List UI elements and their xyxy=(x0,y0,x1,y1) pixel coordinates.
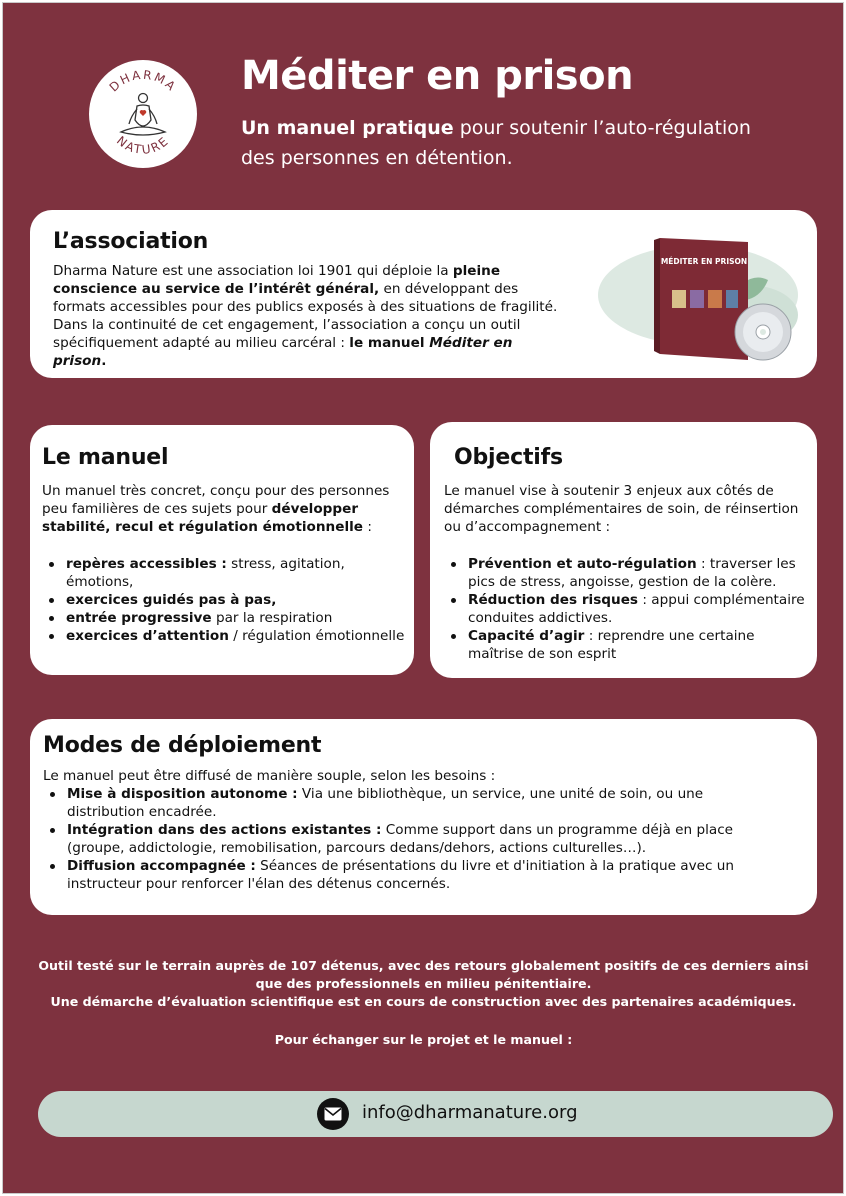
list-item: repères accessibles : stress, agitation, émotions, xyxy=(42,555,410,591)
modes-heading: Modes de déploiement xyxy=(43,733,322,758)
page-title: Méditer en prison xyxy=(241,53,634,99)
logo-bottom-text: NATURE xyxy=(113,133,173,157)
assoc-text-end: . xyxy=(101,353,107,369)
footer-contact-intro: Pour échanger sur le projet et le manuel : xyxy=(274,1032,573,1047)
svg-text:DHARMA xyxy=(107,68,180,95)
assoc-text-italic: Méditer en prison xyxy=(53,335,513,369)
objectifs-heading: Objectifs xyxy=(454,445,563,470)
objectifs-list xyxy=(444,555,812,663)
list-item: Intégration dans des actions existantes : Comme support dans un programme déjà en place (groupe, addictologie, remobilisation, parcours dedans/dehors, actions culturelles…). xyxy=(43,821,783,857)
objectifs-intro: Le manuel vise à soutenir 3 enjeux aux côtés de démarches complémentaires de soin, de réinsertion ou d’accompagnement : xyxy=(444,483,799,535)
assoc-text-bold-2: le manuel xyxy=(349,335,430,351)
logo-top-text: DHARMA xyxy=(106,67,180,95)
subtitle-bold: Un manuel pratique xyxy=(241,117,454,139)
contact-bar[interactable] xyxy=(38,1091,833,1137)
manuel-intro-3: : xyxy=(363,519,372,535)
list-item: Mise à disposition autonome : Via une bibliothèque, un service, une unité de soin, ou une distribution encadrée. xyxy=(43,785,783,821)
modes-card xyxy=(30,719,817,915)
list-item: Prévention et auto-régulation : traverser les pics de stress, angoisse, gestion de la colère. xyxy=(444,555,812,591)
list-item: exercices guidés pas à pas, xyxy=(42,591,410,609)
subtitle-rest: pour soutenir l’auto-régulation des personnes en détention. xyxy=(241,117,751,169)
heart-icon xyxy=(140,110,146,116)
svg-text:NATURE xyxy=(114,133,172,157)
objectifs-card xyxy=(430,422,817,678)
manuel-intro xyxy=(42,482,392,536)
association-card xyxy=(30,210,817,378)
list-item: Réduction des risques : appui complémentaire conduites addictives. xyxy=(444,591,812,627)
page-subtitle xyxy=(241,113,761,173)
modes-intro: Le manuel peut être diffusé de manière souple, selon les besoins : xyxy=(43,768,496,784)
assoc-text-bold-1: pleine conscience au service de l’intérêt général, xyxy=(53,263,501,297)
association-heading: L’association xyxy=(53,229,209,254)
list-item: exercices d’attention / régulation émotionnelle xyxy=(42,627,410,645)
manuel-heading: Le manuel xyxy=(42,445,169,470)
dharma-nature-logo xyxy=(89,60,197,168)
assoc-text-1: Dharma Nature est une association loi 1901 qui déploie la xyxy=(53,263,453,279)
footer-line-1: Outil testé sur le terrain auprès de 107 détenus, avec des retours globalement positifs de ces derniers ainsi que des professionnels en milieu pénitentiaire. xyxy=(38,958,809,991)
association-text xyxy=(53,262,568,370)
list-item: Capacité d’agir : reprendre une certaine maîtrise de son esprit xyxy=(444,627,812,663)
mail-icon xyxy=(317,1098,349,1130)
modes-list xyxy=(43,785,783,893)
footer-line-2: Une démarche d’évaluation scientifique est en cours de construction avec des partenaires académiques. xyxy=(50,994,797,1009)
footer-statement xyxy=(30,957,817,1011)
manuel-list xyxy=(42,555,410,645)
manuel-intro-bold: développer stabilité, recul et régulation émotionnelle xyxy=(42,501,363,535)
manuel-card xyxy=(30,425,414,675)
email-link[interactable]: info@dharmanature.org xyxy=(362,1102,578,1123)
assoc-text-2: en développant des formats accessibles pour des publics exposés à des situations de fragilité. Dans la continuité de cet engagement, l’association a conçu un outil spécifiquement adapté au milieu carcéral : xyxy=(53,281,558,351)
list-item: entrée progressive par la respiration xyxy=(42,609,410,627)
book-cover-title: MÉDITER EN PRISON xyxy=(660,257,748,266)
manuel-intro-1: Un manuel très concret, conçu pour des personnes peu familières de ces sujets pour xyxy=(42,483,390,517)
list-item: Diffusion accompagnée : Séances de présentations du livre et d'initiation à la pratique avec un instructeur pour renforcer l'élan des détenus concernés. xyxy=(43,857,783,893)
book-and-cd-image xyxy=(598,220,803,370)
